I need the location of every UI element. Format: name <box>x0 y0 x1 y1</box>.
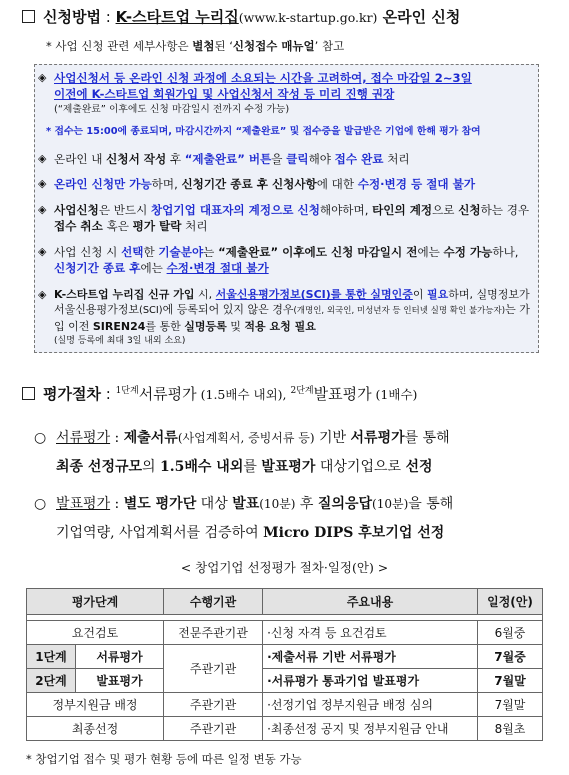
diamond-icon: ◈ <box>38 203 47 216</box>
diamond-icon: ◈ <box>38 245 47 258</box>
diamond-icon: ◈ <box>38 177 47 190</box>
section-evaluation-title: 평가절차 : $^{1단계}$서류평가 (1.5배수 내외), $^{2단계}$발표평가 (1배수) <box>22 383 417 404</box>
notice-item-1: ◈ 사업신청서 등 온라인 신청 과정에 소요되는 시간을 고려하여, 접수 마감일 2~3일 이전에 K-스타트업 회원가입 및 사업신청서 작성 등 미리 진행 권장 (“제출완료” 이후에도 신청 마감일시 전까지 수정 가능) * 접수는 15:00에 종료되며, 마감시간까지 “제출완료” 및 접수증을 발급받은 기업에 한해 평가 참여 <box>38 71 481 137</box>
section-apply-title: 신청방법 : K-스타트업 누리집(www.k-startup.go.kr) 온라인 신청 <box>22 6 460 27</box>
table-row: 요건검토 전문주관기관 ·신청 자격 등 요건검토 6월중 <box>27 621 543 645</box>
checkbox-icon <box>22 10 35 23</box>
k-startup-link[interactable]: K-스타트업 누리집 <box>115 8 239 26</box>
table-row: 최종선정 주관기관 ·최종선정 공지 및 정부지원금 안내 8월초 <box>27 717 543 741</box>
table-caption: < 창업기업 선정평가 절차·일정(안) > <box>180 560 389 575</box>
checkbox-icon <box>22 387 35 400</box>
notice-item-4: ◈ 사업신청은 반드시 창업기업 대표자의 계정으로 신청해야하며, 타인의 계정으로 신청하는 경우 접수 취소 혹은 평가 탈락 처리 <box>38 203 530 233</box>
table-footnote: * 창업기업 접수 및 평가 현황 등에 따른 일정 변동 가능 <box>26 752 302 766</box>
table-row: 1단계 서류평가 주관기관 ·제출서류 기반 서류평가 7월중 <box>27 645 543 669</box>
circle-bullet-icon: ○ <box>34 496 47 512</box>
diamond-icon: ◈ <box>38 71 47 84</box>
evaluation-item-presentation: ○ 발표평가 : 별도 평가단 대상 발표(10분) 후 질의응답(10분)을 통해 기업역량, 사업계획서를 검증하여 Micro DIPS 후보기업 선정 <box>34 490 552 548</box>
table-row: 정부지원금 배정 주관기관 ·선정기업 정부지원금 배정 심의 7월말 <box>27 693 543 717</box>
circle-bullet-icon: ○ <box>34 430 47 446</box>
table-row: 2단계 발표평가 ·서류평가 통과기업 발표평가 7월말 <box>27 669 543 693</box>
header-stage: 평가단계 <box>27 589 164 615</box>
table-header-row <box>27 589 543 615</box>
header-content: 주요내용 <box>263 589 478 615</box>
header-org: 수행기관 <box>164 589 263 615</box>
diamond-icon: ◈ <box>38 288 47 301</box>
notice-item-5: ◈ 사업 신청 시 선택한 기술분야는 “제출완료” 이후에도 신청 마감일시 전에는 수정 가능하나, 신청기간 종료 후에는 수정·변경 절대 불가 <box>38 245 519 275</box>
notice-item-2: ◈ 온라인 내 신청서 작성 후 “제출완료” 버튼을 클릭해야 접수 완료 처리 <box>38 152 410 166</box>
diamond-icon: ◈ <box>38 152 47 165</box>
notice-item-6: ◈ K-스타트업 누리집 신규 가입 시, 서울신용평가정보(SCI)를 통한 실명인증이 필요하며, 실명정보가 서울신용평가정보(SCI)에 등록되어 있지 않은 경우(개명인, 외국인, 미성년자 등 인터넷 실명 확인 불가능자)는 가입 이전 SIREN24를 통한 실명등록 및 적용 요청 필요 (실명 등록에 최대 3일 내외 소요) <box>38 288 530 346</box>
header-date: 일정(안) <box>478 589 543 615</box>
apply-note: * 사업 신청 관련 세부사항은 별첨된 ‘신청접수 매뉴얼’ 참고 <box>46 39 345 53</box>
schedule-table <box>26 588 543 741</box>
notice-item-3: ◈ 온라인 신청만 가능하며, 신청기간 종료 후 신청사항에 대한 수정·변경 등 절대 불가 <box>38 177 476 191</box>
evaluation-item-document: ○ 서류평가 : 제출서류(사업계획서, 증빙서류 등) 기반 서류평가를 통해 최종 선정규모의 1.5배수 내외를 발표평가 대상기업으로 선정 <box>34 424 552 482</box>
